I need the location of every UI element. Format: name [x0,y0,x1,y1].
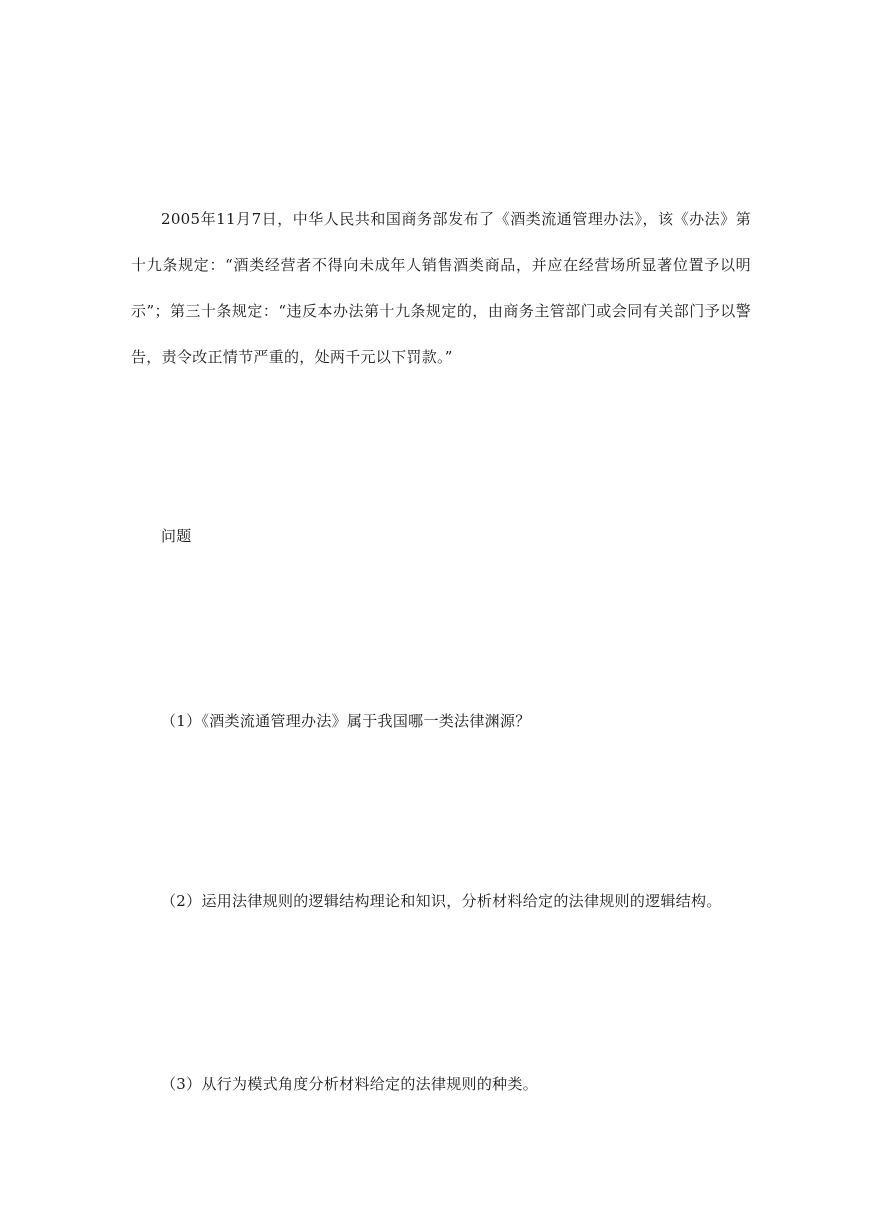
questions-heading: 问题 [161,527,192,545]
question-2: （2）运用法律规则的逻辑结构理论和知识，分析材料给定的法律规则的逻辑结构。 [161,892,722,910]
question-3: （3）从行为模式角度分析材料给定的法律规则的种类。 [161,1075,539,1093]
intro-paragraph: 2005年11月7日，中华人民共和国商务部发布了《酒类流通管理办法》，该《办法》第十九条规定：“酒类经营者不得向未成年人销售酒类商品，并应在经营场所显著位置予以明示”；第三十条规定：“违反本办法第十九条规定的，由商务主管部门或会同有关部门予以警告，责令改正情节严重的，处两千元以下罚款。” [131,210,751,366]
question-1: （1）《酒类流通管理办法》属于我国哪一类法律渊源？ [161,712,531,730]
